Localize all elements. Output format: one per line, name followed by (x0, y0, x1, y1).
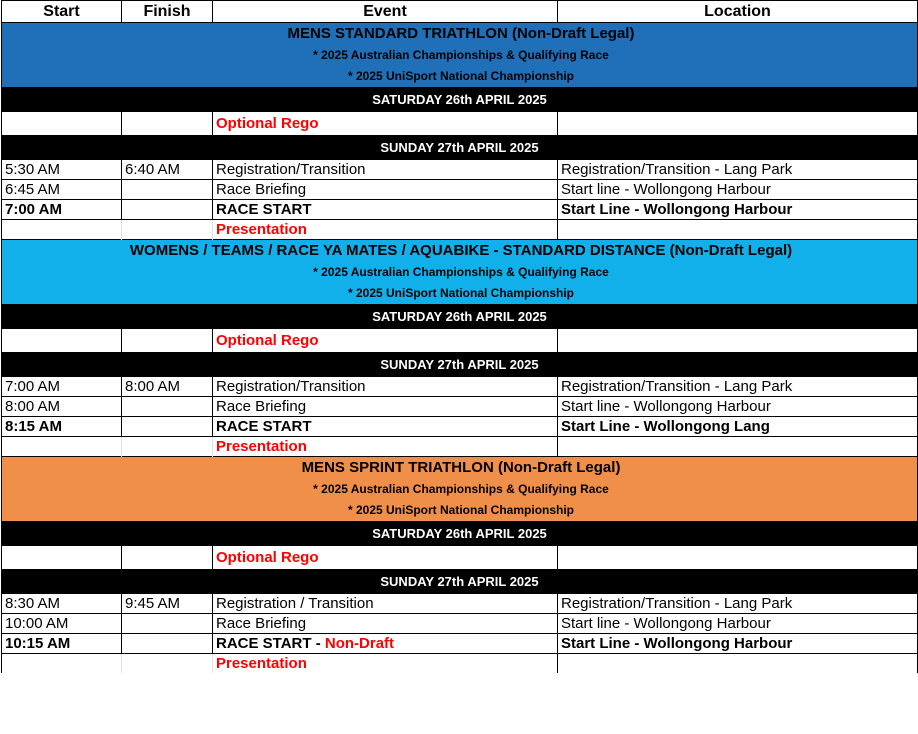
race-start-label: RACE START (216, 418, 312, 435)
cell-start (2, 112, 122, 136)
section-banner-row (2, 240, 918, 305)
cell-event (213, 417, 558, 437)
day-header-row (2, 305, 918, 329)
section-title: MENS SPRINT TRIATHLON (Non-Draft Legal) (301, 459, 621, 476)
cell-start: 6:45 AM (2, 180, 122, 200)
cell-start: 7:00 AM (2, 200, 122, 220)
cell-event: Race Briefing (213, 614, 558, 634)
cell-location: Registration/Transition - Lang Park (558, 377, 918, 397)
cell-start (2, 654, 122, 674)
cell-start: 5:30 AM (2, 160, 122, 180)
cell-finish: 6:40 AM (122, 160, 213, 180)
schedule-table (1, 0, 918, 673)
race-start-row (2, 200, 918, 220)
cell-finish (122, 614, 213, 634)
section-subtitle-2: * 2025 UniSport National Championship (347, 69, 575, 83)
day-header-row (2, 353, 918, 377)
cell-start: 8:15 AM (2, 417, 122, 437)
optional-rego-label: Optional Rego (213, 329, 558, 353)
optional-rego-label: Optional Rego (213, 112, 558, 136)
cell-location: Start Line - Wollongong Harbour (558, 200, 918, 220)
cell-location (558, 112, 918, 136)
cell-location (558, 654, 918, 674)
day-header: SUNDAY 27th APRIL 2025 (2, 136, 918, 160)
cell-start: 10:15 AM (2, 634, 122, 654)
presentation-label: Presentation (213, 654, 558, 674)
table-row (2, 180, 918, 200)
presentation-row (2, 654, 918, 674)
cell-location (558, 437, 918, 457)
section-title: MENS STANDARD TRIATHLON (Non-Draft Legal) (287, 25, 635, 42)
header-location: Location (558, 1, 918, 23)
section-subtitle-1: * 2025 Australian Championships & Qualifying Race (313, 482, 609, 496)
cell-start (2, 437, 122, 457)
section-subtitle-1: * 2025 Australian Championships & Qualifying Race (313, 265, 609, 279)
table-row (2, 594, 918, 614)
optional-rego-label: Optional Rego (213, 546, 558, 570)
day-header-row (2, 88, 918, 112)
cell-location (558, 220, 918, 240)
cell-location (558, 329, 918, 353)
race-start-row (2, 417, 918, 437)
day-header: SUNDAY 27th APRIL 2025 (2, 570, 918, 594)
cell-start: 7:00 AM (2, 377, 122, 397)
cell-location (558, 546, 918, 570)
section-subtitle-2: * 2025 UniSport National Championship (347, 503, 575, 517)
section-subtitle-1: * 2025 Australian Championships & Qualifying Race (313, 48, 609, 62)
cell-finish: 9:45 AM (122, 594, 213, 614)
cell-finish (122, 397, 213, 417)
race-start-label: RACE START - (216, 635, 325, 652)
section-banner-row (2, 23, 918, 88)
non-draft-label: Non-Draft (324, 635, 395, 652)
race-start-label: RACE START (216, 201, 312, 218)
header-start: Start (2, 1, 122, 23)
cell-event: Registration / Transition (213, 594, 558, 614)
section-banner-row (2, 457, 918, 522)
cell-finish (122, 417, 213, 437)
section-banner (2, 23, 918, 88)
cell-finish (122, 200, 213, 220)
cell-start (2, 546, 122, 570)
day-header: SATURDAY 26th APRIL 2025 (2, 522, 918, 546)
table-row (2, 377, 918, 397)
day-header-row (2, 570, 918, 594)
cell-location: Registration/Transition - Lang Park (558, 594, 918, 614)
cell-event: Race Briefing (213, 397, 558, 417)
cell-finish (122, 546, 213, 570)
header-event: Event (213, 1, 558, 23)
rego-row (2, 329, 918, 353)
cell-finish (122, 329, 213, 353)
cell-finish (122, 634, 213, 654)
cell-start: 8:30 AM (2, 594, 122, 614)
cell-finish (122, 437, 213, 457)
cell-location: Start line - Wollongong Harbour (558, 180, 918, 200)
presentation-row (2, 437, 918, 457)
section-banner (2, 240, 918, 305)
cell-event: Registration/Transition (213, 377, 558, 397)
cell-finish: 8:00 AM (122, 377, 213, 397)
section-subtitle-2: * 2025 UniSport National Championship (347, 286, 575, 300)
cell-start (2, 329, 122, 353)
section-banner (2, 457, 918, 522)
cell-event (213, 200, 558, 220)
table-row (2, 397, 918, 417)
cell-location: Start line - Wollongong Harbour (558, 397, 918, 417)
day-header-row (2, 136, 918, 160)
cell-event: Registration/Transition (213, 160, 558, 180)
presentation-row (2, 220, 918, 240)
day-header-row (2, 522, 918, 546)
cell-location: Start Line - Wollongong Harbour (558, 634, 918, 654)
cell-location: Start line - Wollongong Harbour (558, 614, 918, 634)
header-row (2, 1, 918, 23)
cell-location: Start Line - Wollongong Lang (558, 417, 918, 437)
day-header: SUNDAY 27th APRIL 2025 (2, 353, 918, 377)
cell-finish (122, 180, 213, 200)
table-row (2, 614, 918, 634)
section-title: WOMENS / TEAMS / RACE YA MATES / AQUABIKE - STANDARD DISTANCE (Non-Draft Legal) (129, 242, 793, 259)
cell-start: 10:00 AM (2, 614, 122, 634)
table-row (2, 160, 918, 180)
presentation-label: Presentation (213, 220, 558, 240)
cell-finish (122, 220, 213, 240)
cell-location: Registration/Transition - Lang Park (558, 160, 918, 180)
rego-row (2, 546, 918, 570)
rego-row (2, 112, 918, 136)
cell-event (213, 634, 558, 654)
header-finish: Finish (122, 1, 213, 23)
cell-start: 8:00 AM (2, 397, 122, 417)
day-header: SATURDAY 26th APRIL 2025 (2, 88, 918, 112)
cell-finish (122, 654, 213, 674)
day-header: SATURDAY 26th APRIL 2025 (2, 305, 918, 329)
race-start-row (2, 634, 918, 654)
cell-event: Race Briefing (213, 180, 558, 200)
presentation-label: Presentation (213, 437, 558, 457)
cell-start (2, 220, 122, 240)
cell-finish (122, 112, 213, 136)
